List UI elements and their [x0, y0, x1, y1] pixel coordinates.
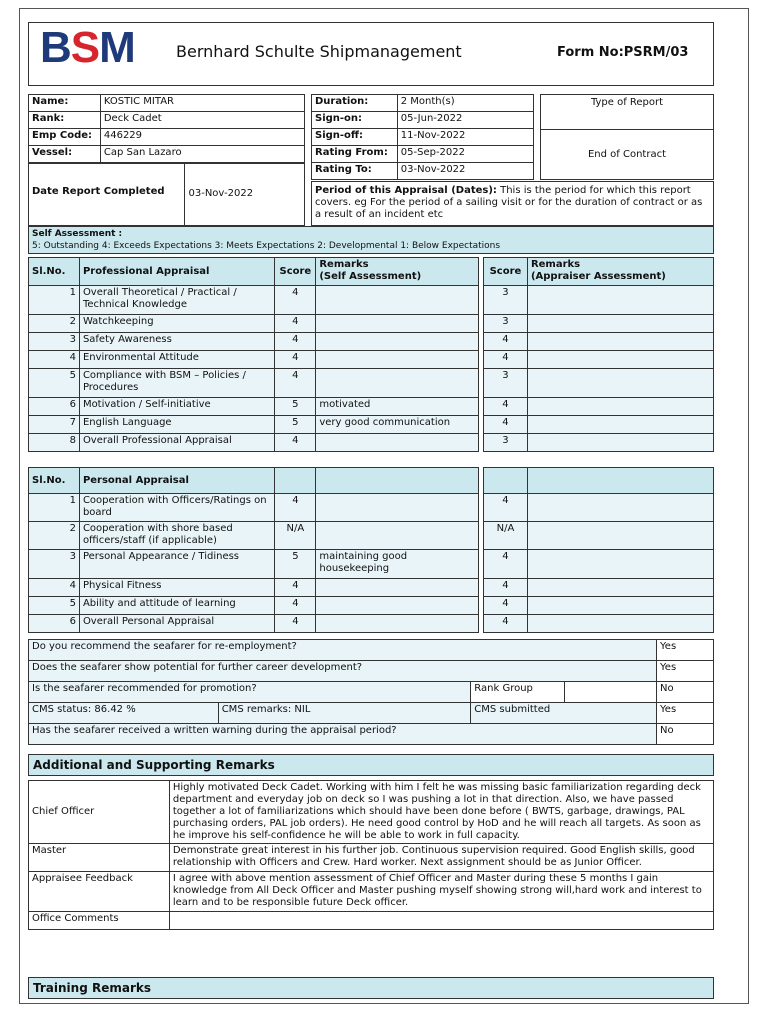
row-remark-appraiser — [527, 351, 713, 369]
a-reemployment: Yes — [657, 640, 714, 661]
vessel-value: Cap San Lazaro — [100, 146, 304, 163]
row-number: 5 — [29, 369, 80, 398]
row-score-appraiser: 4 — [484, 416, 528, 434]
row-remark-appraiser — [527, 398, 713, 416]
col-score: Score — [275, 258, 316, 286]
additional-remarks-table — [28, 780, 714, 930]
row-number: 3 — [29, 333, 80, 351]
date-completed-value: 03-Nov-2022 — [185, 164, 305, 226]
remark-text: Highly motivated Deck Cadet. Working with him I felt he was missing basic familiarization regarding deck department and everyday job on deck so I was pushing a lot in that direction. Also, we have passed together a lot of familiarizations which should have been done before ( BWTS, garbage, drawings, PAL purchasing orders, PAL job orders). He need good control by HoD and he will reach all targets. As soon as he improve his self-confidence he will be able to work in full capacity. — [169, 781, 713, 844]
row-remark — [316, 615, 479, 633]
row-number: 6 — [29, 398, 80, 416]
personal-appraiser-row — [484, 522, 714, 550]
personal-row — [29, 522, 479, 550]
personal-row — [29, 550, 479, 579]
row-score: 4 — [275, 333, 316, 351]
remark-text: Demonstrate great interest in his further job. Continuous supervision required. Good English skills, good relationship with Officers and Crew. Hard worker. Next assignment should be as Junior Officer. — [169, 844, 713, 872]
report-type-label-box — [540, 94, 714, 130]
additional-remarks-heading: Additional and Supporting Remarks — [28, 754, 714, 776]
personal-appraiser-row — [484, 615, 714, 633]
row-score: 4 — [275, 597, 316, 615]
q-career: Does the seafarer show potential for further career development? — [29, 661, 657, 682]
col-remarks-personal — [316, 468, 479, 494]
q-promotion: Is the seafarer recommended for promotion? — [29, 682, 471, 703]
professional-appraiser-row — [484, 398, 714, 416]
row-score-appraiser: 3 — [484, 286, 528, 315]
cms-status: CMS status: 86.42 % — [29, 703, 219, 724]
rank-value: Deck Cadet — [100, 112, 304, 129]
rating-from-value: 05-Sep-2022 — [397, 146, 533, 163]
row-item: Cooperation with Officers/Ratings on board — [79, 494, 275, 522]
professional-appraiser-row — [484, 315, 714, 333]
row-item: Environmental Attitude — [79, 351, 274, 369]
col-score-personal-appraiser — [484, 468, 528, 494]
self-assessment-bar — [28, 226, 714, 254]
row-number: 4 — [29, 579, 80, 597]
q-reemployment: Do you recommend the seafarer for re-employment? — [29, 640, 657, 661]
duration-label: Duration: — [312, 95, 398, 112]
row-remark-appraiser — [527, 434, 713, 452]
row-remark — [316, 579, 479, 597]
row-remark — [316, 522, 479, 550]
signon-label: Sign-on: — [312, 112, 398, 129]
professional-row — [29, 369, 479, 398]
col-score-appraiser: Score — [484, 258, 528, 286]
row-score: 4 — [275, 351, 316, 369]
remark-author: Chief Officer — [29, 781, 170, 844]
remark-row — [29, 872, 714, 912]
row-score: 4 — [275, 494, 316, 522]
bsm-logo: BSM — [40, 23, 135, 72]
date-completed-label: Date Report Completed — [29, 164, 185, 226]
professional-appraiser-table — [483, 257, 714, 452]
row-score: 4 — [275, 615, 316, 633]
date-completed-table — [28, 163, 305, 226]
report-type-value-box — [540, 129, 714, 180]
q-warning: Has the seafarer received a written warning during the appraisal period? — [29, 724, 657, 745]
row-number: 1 — [29, 286, 80, 315]
row-score-appraiser: 4 — [484, 550, 528, 579]
row-score-appraiser: 3 — [484, 369, 528, 398]
row-score: 4 — [275, 315, 316, 333]
row-number: 7 — [29, 416, 80, 434]
professional-appraiser-row — [484, 416, 714, 434]
row-item: Physical Fitness — [79, 579, 275, 597]
row-remark-appraiser — [527, 494, 713, 522]
professional-appraiser-row — [484, 351, 714, 369]
row-number: 2 — [29, 315, 80, 333]
row-remark-appraiser — [527, 333, 713, 351]
row-number: 5 — [29, 597, 80, 615]
row-remark-appraiser — [527, 369, 713, 398]
rank-group-value — [565, 682, 657, 703]
row-item: Cooperation with shore based officers/staff (if applicable) — [79, 522, 275, 550]
professional-appraiser-row — [484, 333, 714, 351]
personal-appraiser-row — [484, 550, 714, 579]
row-item: Compliance with BSM – Policies / Procedures — [79, 369, 274, 398]
a-career: Yes — [657, 661, 714, 682]
row-number: 6 — [29, 615, 80, 633]
row-number: 2 — [29, 522, 80, 550]
remark-row — [29, 912, 714, 930]
professional-row — [29, 286, 479, 315]
professional-appraisal-table — [28, 257, 479, 452]
form-number: Form No:PSRM/03 — [557, 45, 689, 60]
row-remark-appraiser — [527, 315, 713, 333]
row-remark — [316, 351, 479, 369]
row-remark — [316, 369, 479, 398]
professional-appraiser-row — [484, 434, 714, 452]
name-label: Name: — [29, 95, 101, 112]
row-score-appraiser: 4 — [484, 615, 528, 633]
signon-value: 05-Jun-2022 — [397, 112, 533, 129]
row-item: English Language — [79, 416, 274, 434]
period-label: Period of this Appraisal (Dates): — [315, 185, 497, 196]
crew-info-table — [28, 94, 305, 163]
professional-row — [29, 351, 479, 369]
col-slno: Sl.No. — [29, 258, 80, 286]
personal-row — [29, 494, 479, 522]
row-score: 4 — [275, 286, 316, 315]
row-score-appraiser: 4 — [484, 351, 528, 369]
professional-row — [29, 416, 479, 434]
row-score-appraiser: 4 — [484, 579, 528, 597]
col-remarks-appraiser: Remarks (Appraiser Assessment) — [527, 258, 713, 286]
professional-row — [29, 315, 479, 333]
row-score: 5 — [275, 550, 316, 579]
row-remark-appraiser — [527, 579, 713, 597]
signoff-label: Sign-off: — [312, 129, 398, 146]
row-item: Overall Professional Appraisal — [79, 434, 274, 452]
personal-appraisal-table — [28, 467, 479, 633]
row-remark — [316, 315, 479, 333]
training-remarks-heading: Training Remarks — [28, 977, 714, 999]
emp-code-label: Emp Code: — [29, 129, 101, 146]
remark-text — [169, 912, 713, 930]
row-score: 5 — [275, 398, 316, 416]
row-item: Personal Appearance / Tidiness — [79, 550, 275, 579]
rank-group-label: Rank Group — [471, 682, 565, 703]
row-score-appraiser: 4 — [484, 398, 528, 416]
self-assessment-scale: 5: Outstanding 4: Exceeds Expectations 3: Meets Expectations 2: Developmental 1: Below Expectations — [32, 241, 501, 251]
row-item: Safety Awareness — [79, 333, 274, 351]
col-professional-title: Professional Appraisal — [79, 258, 274, 286]
row-number: 1 — [29, 494, 80, 522]
row-remark — [316, 333, 479, 351]
row-score: 5 — [275, 416, 316, 434]
row-item: Ability and attitude of learning — [79, 597, 275, 615]
row-remark-appraiser — [527, 522, 713, 550]
row-remark-appraiser — [527, 286, 713, 315]
self-assessment-title: Self Assessment : — [32, 229, 123, 239]
row-item: Motivation / Self-initiative — [79, 398, 274, 416]
row-remark-appraiser — [527, 416, 713, 434]
remark-row — [29, 781, 714, 844]
col-slno-personal: Sl.No. — [29, 468, 80, 494]
signoff-value: 11-Nov-2022 — [397, 129, 533, 146]
remark-author: Appraisee Feedback — [29, 872, 170, 912]
personal-row — [29, 615, 479, 633]
remark-row — [29, 844, 714, 872]
row-score-appraiser: 4 — [484, 597, 528, 615]
remark-text: I agree with above mention assessment of Chief Officer and Master during these 5 months I gain knowledge from All Deck Officer and Master pushing myself showing strong will,hard work and interest to learn and to be responsible future Deck officer. — [169, 872, 713, 912]
row-item: Overall Personal Appraisal — [79, 615, 275, 633]
row-remark: motivated — [316, 398, 479, 416]
col-personal-title: Personal Appraisal — [79, 468, 275, 494]
cms-submitted-label: CMS submitted — [471, 703, 657, 724]
personal-appraiser-row — [484, 579, 714, 597]
professional-appraiser-row — [484, 286, 714, 315]
a-promotion: No — [657, 682, 714, 703]
recommendation-table — [28, 639, 714, 745]
row-item: Watchkeeping — [79, 315, 274, 333]
row-remark: maintaining good housekeeping — [316, 550, 479, 579]
row-remark — [316, 286, 479, 315]
rating-to-value: 03-Nov-2022 — [397, 163, 533, 180]
row-number: 3 — [29, 550, 80, 579]
report-type-label: Type of Report — [590, 97, 664, 108]
company-name: Bernhard Schulte Shipmanagement — [176, 42, 462, 61]
row-remark-appraiser — [527, 597, 713, 615]
personal-appraiser-row — [484, 494, 714, 522]
row-score-appraiser: 4 — [484, 494, 528, 522]
row-score: 4 — [275, 579, 316, 597]
row-score-appraiser: 3 — [484, 434, 528, 452]
row-remark — [316, 434, 479, 452]
personal-row — [29, 597, 479, 615]
rating-from-label: Rating From: — [312, 146, 398, 163]
row-remark — [316, 597, 479, 615]
row-score-appraiser: 4 — [484, 333, 528, 351]
professional-appraiser-row — [484, 369, 714, 398]
rank-label: Rank: — [29, 112, 101, 129]
name-value: KOSTIC MITAR — [100, 95, 304, 112]
a-cms-submitted: Yes — [657, 703, 714, 724]
emp-code-value: 446229 — [100, 129, 304, 146]
personal-appraiser-row — [484, 597, 714, 615]
row-remark-appraiser — [527, 615, 713, 633]
report-type-value: End of Contract — [587, 149, 667, 160]
row-remark-appraiser — [527, 550, 713, 579]
row-number: 8 — [29, 434, 80, 452]
personal-row — [29, 579, 479, 597]
row-score: N/A — [275, 522, 316, 550]
professional-row — [29, 333, 479, 351]
col-remarks-self: Remarks (Self Assessment) — [316, 258, 479, 286]
row-score: 4 — [275, 434, 316, 452]
row-score-appraiser: N/A — [484, 522, 528, 550]
appraisal-period-box — [311, 181, 714, 226]
row-score: 4 — [275, 369, 316, 398]
professional-row — [29, 398, 479, 416]
period-text: This is the period for which this report covers. eg For the period of a sailing visit or for the duration of contract or as a result of an incident etc — [315, 185, 703, 220]
a-warning: No — [657, 724, 714, 745]
row-item: Overall Theoretical / Practical / Technical Knowledge — [79, 286, 274, 315]
duration-table — [311, 94, 534, 180]
col-score-personal — [275, 468, 316, 494]
rating-to-label: Rating To: — [312, 163, 398, 180]
remark-author: Office Comments — [29, 912, 170, 930]
personal-appraiser-table — [483, 467, 714, 633]
row-number: 4 — [29, 351, 80, 369]
row-remark: very good communication — [316, 416, 479, 434]
vessel-label: Vessel: — [29, 146, 101, 163]
remark-author: Master — [29, 844, 170, 872]
duration-value: 2 Month(s) — [397, 95, 533, 112]
row-score-appraiser: 3 — [484, 315, 528, 333]
cms-remarks: CMS remarks: NIL — [218, 703, 471, 724]
row-remark — [316, 494, 479, 522]
col-remarks-personal-appraiser — [527, 468, 713, 494]
professional-row — [29, 434, 479, 452]
